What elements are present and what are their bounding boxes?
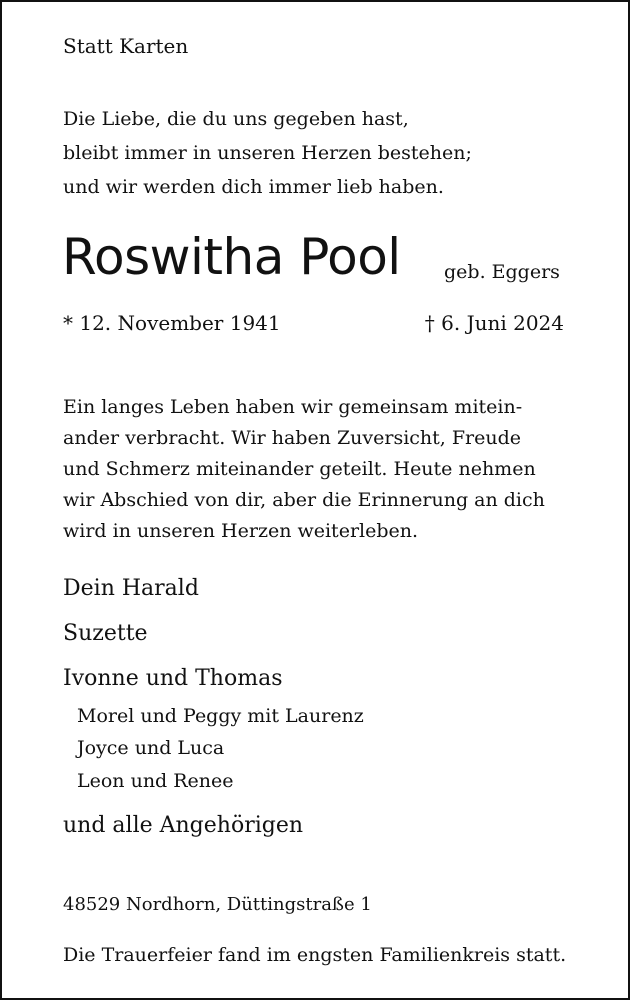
body-line-4: wir Abschied von dir, aber die Erinnerung an dich [63, 489, 545, 511]
maiden-name: geb. Eggers [444, 261, 560, 283]
mourner-spouse: Dein Harald [63, 576, 199, 601]
mourner-child-2: Ivonne und Thomas [63, 666, 283, 691]
mourner-others: und alle Angehörigen [63, 813, 304, 838]
mourner-grandchildren-1: Morel und Peggy mit Laurenz [77, 705, 364, 727]
motto-line-3: und wir werden dich immer lieb haben. [63, 176, 444, 198]
deceased-name: Roswitha Pool [62, 228, 401, 286]
funeral-note: Die Trauerfeier fand im engsten Familienkreis statt. [63, 944, 567, 966]
birth-date: * 12. November 1941 [63, 311, 281, 335]
mourner-grandchildren-2: Joyce und Luca [77, 737, 225, 759]
mourner-child-1: Suzette [63, 621, 148, 646]
body-line-2: ander verbracht. Wir haben Zuversicht, Freude [63, 427, 522, 449]
body-line-5: wird in unseren Herzen weiterleben. [63, 520, 419, 542]
death-date: † 6. Juni 2024 [424, 311, 564, 335]
address: 48529 Nordhorn, Düttingstraße 1 [63, 894, 372, 915]
body-line-3: und Schmerz miteinander geteilt. Heute nehmen [63, 458, 536, 480]
motto-line-1: Die Liebe, die du uns gegeben hast, [63, 108, 409, 130]
motto-line-2: bleibt immer in unseren Herzen bestehen; [63, 142, 472, 164]
mourner-grandchildren-3: Leon und Renee [77, 770, 234, 792]
body-line-1: Ein langes Leben haben wir gemeinsam mitein- [63, 396, 523, 418]
header-text: Statt Karten [63, 34, 189, 58]
